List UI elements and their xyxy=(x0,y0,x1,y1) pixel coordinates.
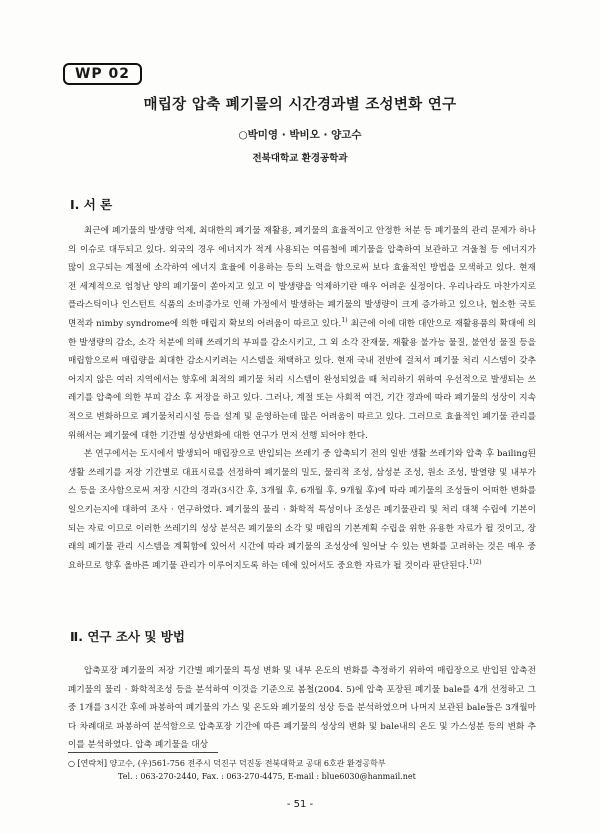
citation-superscript: 1)2) xyxy=(468,558,482,566)
session-badge: WP 02 xyxy=(63,63,142,85)
footnote-divider xyxy=(68,752,218,753)
paper-title: 매립장 압축 폐기물의 시간경과별 조성변화 연구 xyxy=(143,97,457,113)
intro-paragraph-1: 최근에 폐기물의 발생량 억제, 최대한의 폐기물 재활용, 폐기물의 효율적이고 안정한 처분 등 폐기물의 관리 문제가 하나의 이슈로 대두되고 있다. 외국의 경우 에너지가 적게 사용되는 여름철에 폐기물을 압축하여 보관하고 겨울철 등 에너지가 많이 요구되는 계절에 소각하여 에너지 효율에 이용하는 등의 노력을 함으로써 보다 효율적인 방법을 모색하고 있다. 현재 전 세계적으로 엄청난 양의 폐기물이 쏟아지고 있고 이 발생량을 억제하기란 매우 어려운 실정이다. 우리나라도 마찬가지로 플라스틱이나 인스턴트 식품의 소비증가로 인해 가정에서 발생하는 폐기물의 발생량이 크게 증가하고 있으나, 협소한 국토 면적과 nimby syndrome에 의한 매립지 확보의 어려움이 따르고 있다.$^{1)}$ 최근에 이에 대한 대안으로 재활용품의 확대에 의한 발생량의 감소, 소각 처분에 의해 쓰레기의 부피를 감소시키고, 그 외 소각 잔재물, 재활용 불가능 물질, 불연성 물질 등을 매립함으로써 매립량을 최대한 감소시키려는 시스템을 채택하고 있다. 현재 국내 전반에 걸쳐서 폐기물 처리 시스템이 갖추어지지 않은 여러 지역에서는 향후에 최적의 폐기물 처리 시스템이 완성되었을 때 처리하기 위하여 우선적으로 발생되는 쓰레기를 압축에 의한 부피 감소 후 저장을 하고 있다. 그러나, 계절 또는 사회적 여건, 기간 경과에 따라 폐기물의 성상이 지속적으로 변화하므로 폐기물처리시설 등을 설계 및 운영하는데 많은 어려움이 따르고 있다. 그러므로 효율적인 폐기물 관리를 위해서는 폐기물에 대한 기간별 성상변화에 대한 연구가 먼저 선행 되어야 한다. xyxy=(68,226,537,441)
footnote-line-1: ○ [연락처] 양고수, (우)561-756 전주시 덕진구 덕진동 전북대학교 공대 6호관 환경공학부 xyxy=(68,759,386,768)
affiliation: 전북대학교 환경공학과 xyxy=(252,153,348,164)
citation-superscript: 1) xyxy=(341,317,348,325)
section-heading-introduction: Ⅰ. 서 론 xyxy=(70,197,113,212)
contact-footnote xyxy=(68,757,536,783)
page-number: - 51 - xyxy=(286,799,314,810)
methods-body xyxy=(68,662,536,755)
section-heading-methods: Ⅱ. 연구 조사 및 방법 xyxy=(70,629,185,644)
footnote-line-2: Tel. : 063-270-2440, Fax. : 063-270-4475, E-mail : blue6030@hanmail.net xyxy=(118,772,416,781)
methods-paragraph-1: 압축포장 폐기물의 저장 기간별 폐기물의 특성 변화 및 내부 온도의 변화를 측정하기 위하여 매립장으로 반입된 압축전 폐기물의 물리 · 화학적조성 등을 분석하여 이것을 기준으로 봄철(2004. 5)에 압축 포장된 폐기물 bale를 4개 선정하고 그 중 1개를 3시간 후에 파봉하여 폐기물의 가스 및 온도와 폐기물의 성상 등을 분석하였으며 나머지 보관된 bale들은 3개월마다 차례대로 파봉하여 분석함으로 압축포장 기간에 따른 폐기물의 성상의 변화 및 bale내의 온도 및 가스성분 등의 변화 추이를 분석하였다. 압축 폐기물을 대상 xyxy=(68,666,536,751)
introduction-body xyxy=(68,222,536,575)
intro-paragraph-2: 본 연구에서는 도시에서 발생되어 매립장으로 반입되는 쓰레기 중 압축되기 전의 일반 생활 쓰레기와 압축 후 bailing된 생활 쓰레기를 저장 기간별로 대표시료를 선정하여 폐기물의 밀도, 물리적 조성, 삼성분 조성, 원소 조성, 발열량 및 내부가스 등을 조사함으로써 저장 시간의 경과(3시간 후, 3개월 후, 6개월 후, 9개월 후)에 따라 폐기물의 조성들이 어떠한 변화를 일으키는지에 대하여 조사 · 연구하였다. 폐기물의 물리 · 화학적 특성이나 조성은 폐기물관리 및 처리 대책 수립에 기본이 되는 자료 이므로 이러한 쓰레기의 성상 분석은 폐기물의 소각 및 매립의 기본계획 수립을 위한 유용한 자료가 될 것이고, 장래의 폐기물 관리 시스템을 계획함에 있어서 시간에 따라 폐기물의 조성상에 일어날 수 있는 변화를 고려하는 것은 매우 중요하므로 향후 올바른 폐기물 관리가 이루어지도록 하는 데에 있어서도 중요한 자료가 될 것이라 판단된다.$^{1)2)}$ xyxy=(68,449,536,571)
authors: ○박미영 · 박비오 · 양고수 xyxy=(238,129,362,141)
